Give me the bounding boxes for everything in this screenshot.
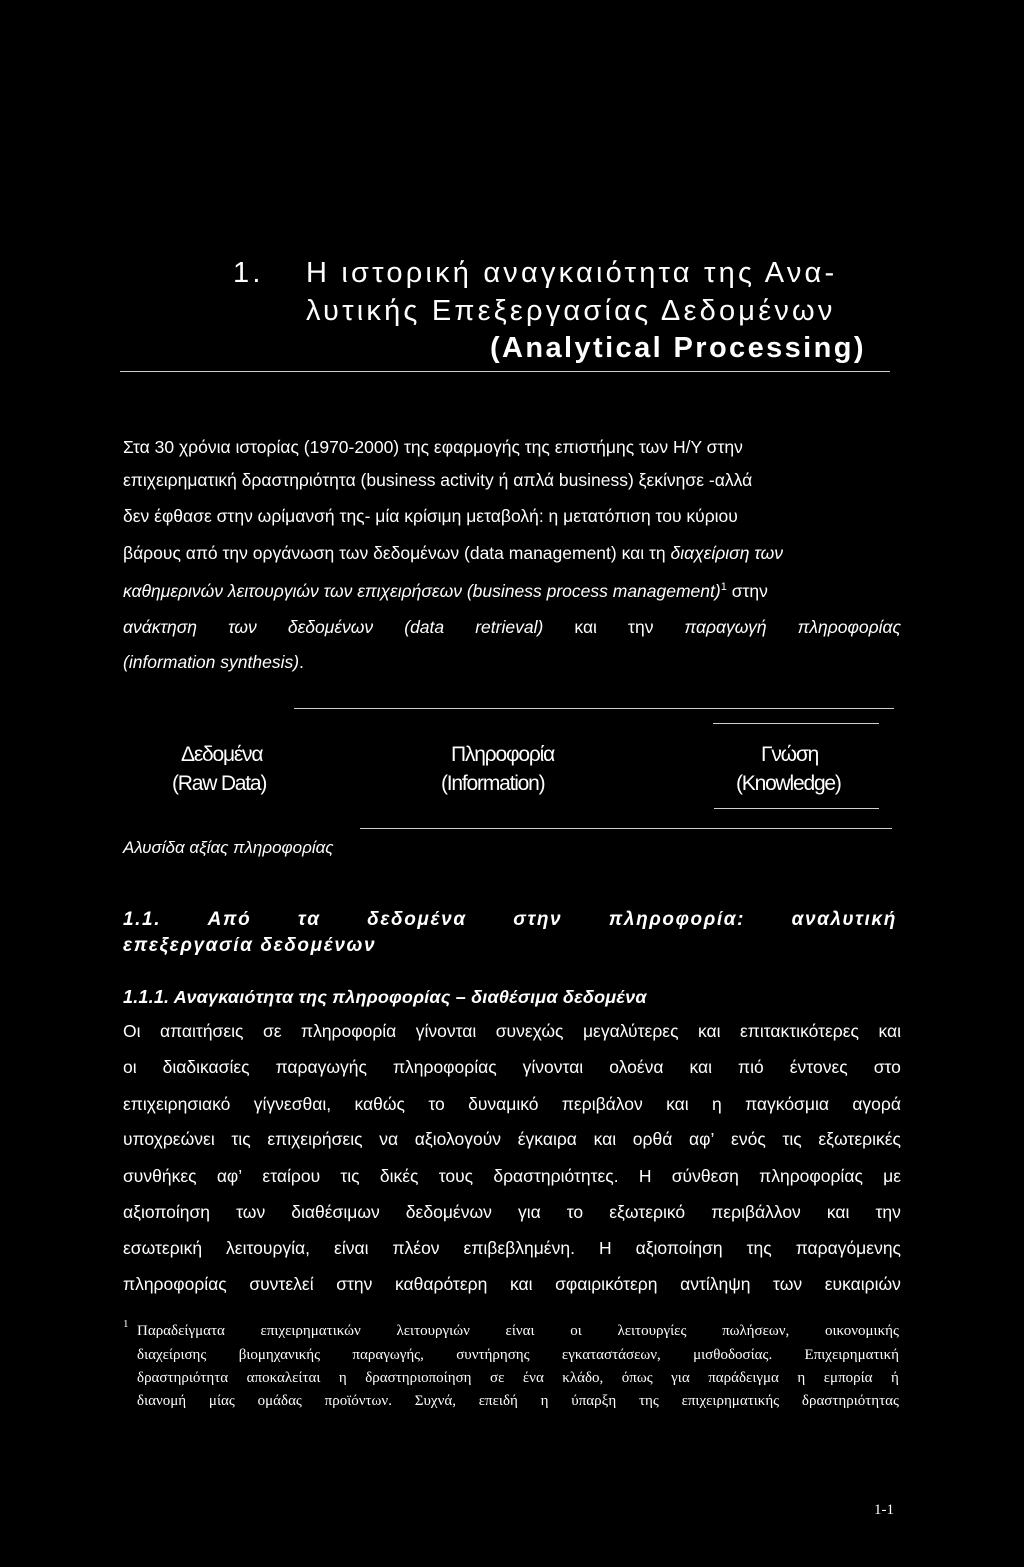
footnote-line: διανομή μίας ομάδας προϊόντων. Συχνά, επειδή η ύπαρξη της επιχειρηματικής δραστηριότητας — [137, 1393, 899, 1409]
footnote-line: Παραδείγματα επιχειρηματικών λειτουργιών είναι οι λειτουργίες πωλήσεων, οικονομικής — [137, 1323, 899, 1339]
figure-bottom-rule — [360, 828, 892, 829]
intro-line: βάρους από την οργάνωση των δεδομένων (data management) και τη διαχείριση των — [123, 543, 783, 563]
footnote-line: διαχείρισης βιομηχανικής παραγωγής, συντήρησης εγκαταστάσεων, μισθοδοσίας. Επιχειρηματική — [137, 1347, 899, 1363]
body-line: Οι απαιτήσεις σε πληροφορία γίνονται συνεχώς μεγαλύτερες και επιτακτικότερες και — [123, 1021, 901, 1041]
chain-knowledge-en-label: (Knowledge) — [736, 772, 841, 795]
chapter-title-line-1: Η ιστορική αναγκαιότητα της Ανα- — [306, 257, 838, 289]
figure-top-rule — [294, 708, 894, 709]
body-line: πληροφορίας συντελεί στην καθαρότερη και σφαιρικότερη αντίληψη των ευκαιριών — [123, 1274, 901, 1294]
body-line: συνθήκες αφ’ εταίρου τις δικές τους δραστηριότητες. Η σύνθεση πληροφορίας με — [123, 1166, 901, 1186]
body-line: οι διαδικασίες παραγωγής πληροφορίας γίνονται ολοένα και πιό έντονες στο — [123, 1057, 901, 1077]
intro-line: δεν έφθασε στην ωρίμανσή της- μία κρίσιμη μεταβολή: η μετατόπιση του κύριου — [123, 506, 738, 526]
body-line: υποχρεώνει τις επιχειρήσεις να αξιολογούν έγκαιρα και ορθά αφ’ ενός τις εξωτερικές — [123, 1129, 901, 1149]
intro-line: επιχειρηματική δραστηριότητα (business activity ή απλά business) ξεκίνησε -αλλά — [123, 470, 753, 490]
chain-information-label: Πληροφορία — [451, 743, 555, 766]
chapter-title-line-3: (Analytical Processing) — [490, 332, 866, 364]
footnote-line: δραστηριότητα αποκαλείται η δραστηριοποίηση σε ένα κλάδο, όπως για παράδειγμα η εμπορία ή — [137, 1370, 899, 1386]
knowledge-top-rule — [713, 723, 879, 724]
body-line: επιχειρησιακό γίγνεσθαι, καθώς το δυναμικό περιβάλον και η παγκόσμια αγορά — [123, 1094, 901, 1114]
intro-line: καθημερινών λειτουργιών των επιχειρήσεων (business process management)$^1$ στην — [123, 580, 768, 601]
chain-data-en-label: (Raw Data) — [172, 772, 267, 795]
chain-information-en-label: (Information) — [441, 772, 545, 795]
page-number: 1-1 — [874, 1502, 894, 1518]
body-line: εσωτερική λειτουργία, είναι πλέον επιβεβλημένη. Η αξιοποίηση της παραγόμενης — [123, 1238, 901, 1258]
intro-line: Στα 30 χρόνια ιστορίας (1970-2000) της εφαρμογής της επιστήμης των Η/Υ στην — [123, 437, 743, 457]
section-title-line-1: 1.1. Από τα δεδομένα στην πληροφορία: αναλυτική — [123, 909, 897, 930]
intro-line: ανάκτηση των δεδομένων (data retrieval) και την παραγωγή πληροφορίας — [123, 617, 901, 637]
knowledge-bottom-rule — [714, 808, 879, 809]
chain-data-label: Δεδομένα — [181, 743, 263, 766]
figure-caption: Αλυσίδα αξίας πληροφορίας — [123, 838, 334, 857]
subsection-title: 1.1.1. Αναγκαιότητα της πληροφορίας – διαθέσιμα δεδομένα — [123, 987, 647, 1007]
section-title-line-2: επεξεργασία δεδομένων — [123, 935, 377, 956]
heading-rule — [120, 371, 890, 372]
chapter-title-line-2: λυτικής Επεξεργασίας Δεδομένων — [306, 295, 836, 327]
chapter-number: 1. — [233, 257, 264, 289]
footnote-reference[interactable]: 1 — [720, 581, 727, 593]
footnote-mark: 1 — [123, 1318, 129, 1330]
chain-knowledge-label: Γνώση — [761, 743, 819, 766]
intro-line: (information synthesis). — [123, 652, 304, 672]
body-line: αξιοποίηση των διαθέσιμων δεδομένων για το εξωτερικό περιβάλλον και την — [123, 1202, 901, 1222]
